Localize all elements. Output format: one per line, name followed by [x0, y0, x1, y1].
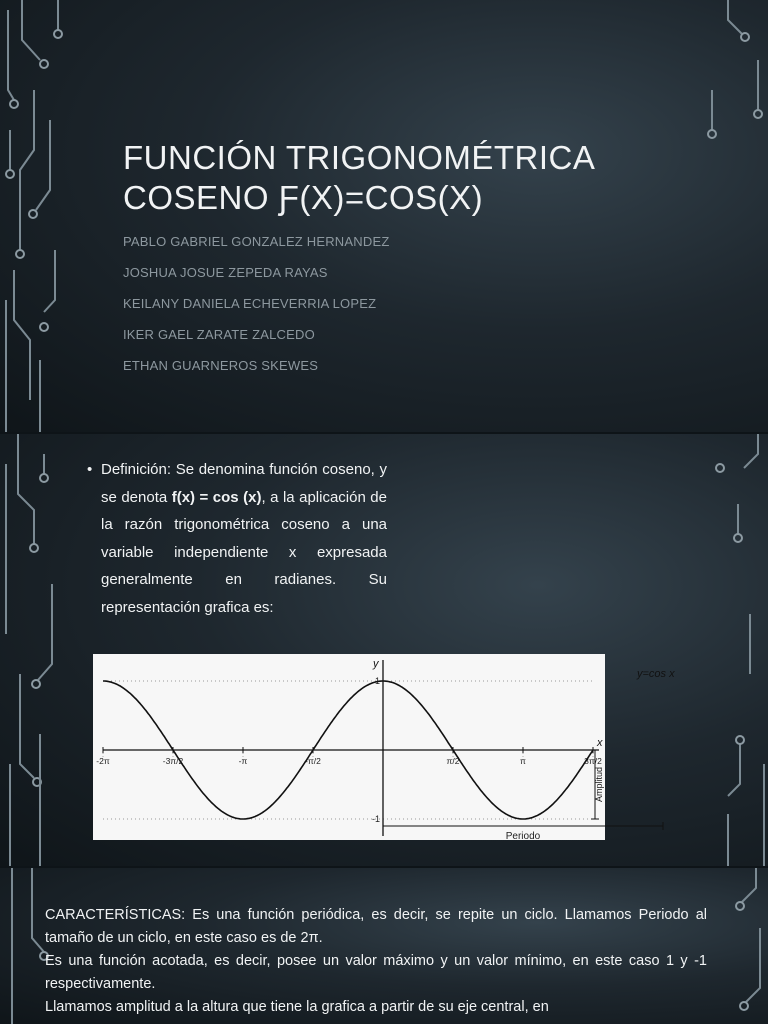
definition-slide — [0, 434, 768, 866]
cosine-chart-svg — [93, 654, 675, 842]
definition-formula: f(x) = cos (x) — [171, 488, 262, 506]
characteristic-amplitude: Llamamos amplitud a la altura que tiene la grafica a partir de su eje central, en — [45, 999, 549, 1015]
x-tick-label: -π — [238, 756, 248, 766]
circuit-decoration-right — [698, 434, 768, 866]
title-slide — [0, 0, 768, 432]
curve-legend-label: y=cos x — [636, 668, 675, 680]
characteristics-label: CARACTERÍSTICAS: — [45, 907, 186, 923]
title-line-1: FUNCIÓN TRIGONOMÉTRICA — [123, 139, 596, 176]
circuit-decoration-right — [698, 0, 768, 432]
period-label: Periodo — [505, 831, 541, 842]
x-tick-label: π/2 — [446, 756, 460, 766]
definition-intro: Definición: Se denomina función coseno, y se denota — [101, 461, 387, 506]
x-tick-label: -3π/2 — [162, 756, 184, 766]
presentation-title — [123, 138, 595, 218]
y-tick-label: 1 — [374, 676, 380, 686]
circuit-decoration-right — [698, 868, 768, 1024]
definition-paragraph — [101, 456, 387, 621]
x-axis-label: x — [597, 737, 603, 749]
definition-text — [87, 456, 387, 621]
characteristic-periodic-text: Es una función periódica, es decir, se repite un ciclo. Llamamos Periodo al tamaño de un ciclo, en este caso es de 2π. — [45, 907, 707, 946]
author-name: KEILANY DANIELA ECHEVERRIA LOPEZ — [123, 296, 377, 311]
cosine-graph — [93, 654, 675, 842]
x-tick-label: -π/2 — [305, 756, 321, 766]
amplitude-label: Amplitud — [594, 766, 604, 803]
title-line-2: COSENO Ƒ(X)=COS(X) — [123, 179, 484, 216]
definition-rest: , a la aplicación de la razón trigonométrica coseno a una variable independiente x expresada generalmente en radianes. Su representación grafica es: — [101, 488, 387, 616]
characteristic-bounded: Es una función acotada, es decir, posee un valor máximo y un valor mínimo, en este caso 1 y -1 respectivamente. — [45, 953, 707, 992]
bullet: • — [87, 461, 93, 478]
circuit-decoration-left — [0, 434, 70, 866]
author-name: ETHAN GUARNEROS SKEWES — [123, 358, 319, 373]
x-tick-label: -2π — [96, 756, 110, 766]
author-name: IKER GAEL ZARATE ZALCEDO — [123, 327, 315, 342]
author-list — [123, 232, 389, 387]
x-tick-label: 3π/2 — [584, 756, 602, 766]
y-tick-label: -1 — [371, 814, 380, 824]
characteristics-slide — [0, 868, 768, 1024]
characteristics-text — [45, 904, 707, 1019]
circuit-decoration-left — [0, 0, 70, 432]
x-tick-label: π — [520, 756, 526, 766]
author-name: JOSHUA JOSUE ZEPEDA RAYAS — [123, 265, 328, 280]
author-name: PABLO GABRIEL GONZALEZ HERNANDEZ — [123, 234, 390, 249]
characteristic-periodic — [45, 904, 707, 950]
y-axis-label: y — [373, 658, 379, 670]
